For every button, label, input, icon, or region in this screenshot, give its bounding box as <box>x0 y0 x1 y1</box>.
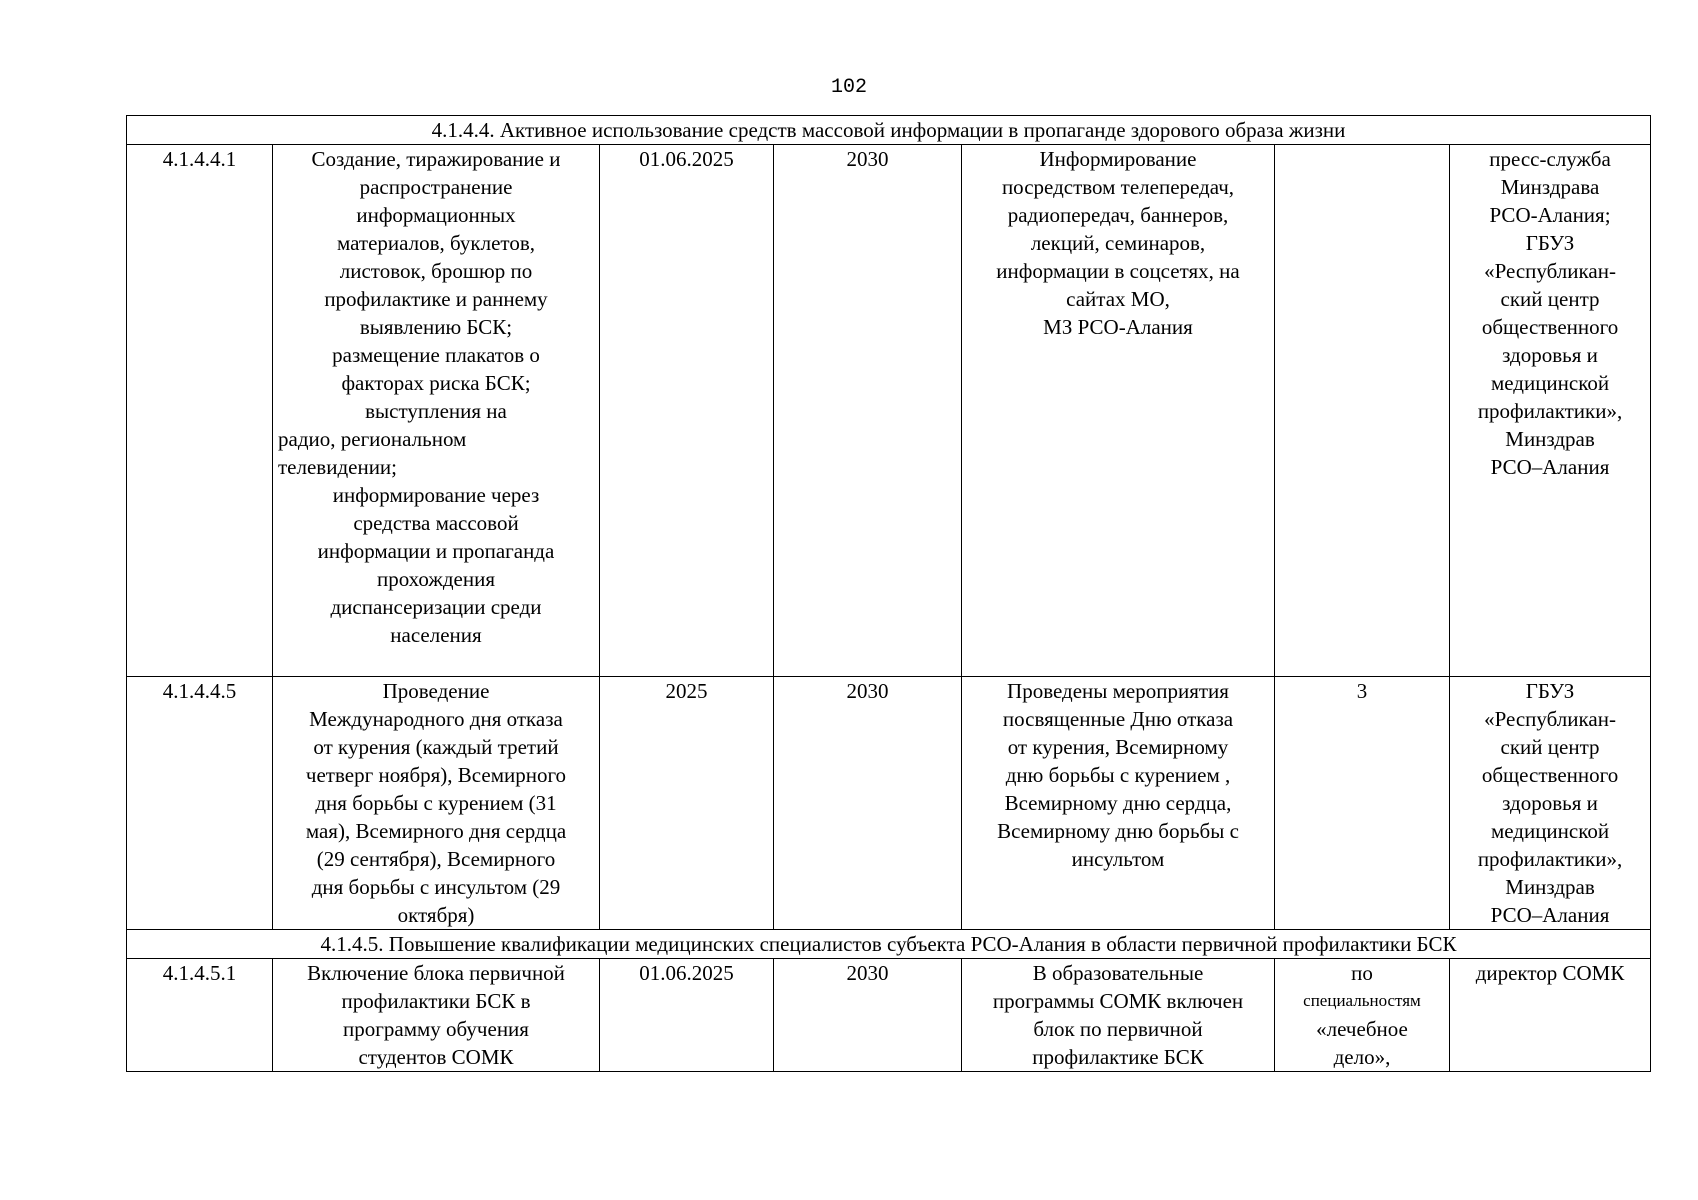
section-header-row <box>127 930 1651 959</box>
section-header-row <box>127 116 1651 145</box>
text-line: ский центр <box>1500 735 1600 759</box>
text-line: дело», <box>1333 1045 1391 1069</box>
end-year: 2030 <box>774 677 962 930</box>
measure-code: 4.1.4.4.1 <box>127 145 273 677</box>
text-line: посредством телепередач, <box>1001 175 1235 199</box>
text-line: ГБУЗ <box>1525 679 1575 703</box>
measure-code: 4.1.4.4.5 <box>127 677 273 930</box>
text-line: РСО-Алания; <box>1489 203 1611 227</box>
start-date: 01.06.2025 <box>600 959 774 1072</box>
text-line: факторах риска БСК; <box>341 371 531 395</box>
start-date: 2025 <box>600 677 774 930</box>
text-line: от курения (каждый третий <box>313 735 559 759</box>
measure-code: 4.1.4.5.1 <box>127 959 273 1072</box>
text-line: размещение плакатов о <box>332 343 540 367</box>
text-line: директор СОМК <box>1475 961 1625 985</box>
responsible <box>1450 677 1651 930</box>
text-line: средства массовой <box>353 511 519 535</box>
text-line: радиопередач, баннеров, <box>1007 203 1229 227</box>
text-line: октября) <box>397 903 475 927</box>
text-line: Минздрава <box>1500 175 1600 199</box>
text-line: дня борьбы с курением (31 <box>315 791 557 815</box>
text-line: диспансеризации среди <box>330 595 542 619</box>
text-line: населения <box>390 623 482 647</box>
text-line: РСО–Алания <box>1490 455 1610 479</box>
text-line: В образовательные <box>1032 961 1204 985</box>
page-number: 102 <box>830 76 867 99</box>
text-line: от курения, Всемирному <box>1007 735 1229 759</box>
text-line: здоровья и <box>1502 791 1598 815</box>
responsible <box>1450 145 1651 677</box>
text-line: «лечебное <box>1316 1017 1408 1041</box>
text-line: выявлению БСК; <box>359 315 513 339</box>
text-line: Минздрав <box>1505 875 1595 899</box>
text-line: пресс-служба <box>1489 147 1611 171</box>
text-line: инсультом <box>1071 847 1165 871</box>
text-line: РСО–Алания <box>1490 903 1610 927</box>
table-row <box>127 959 1651 1072</box>
text-line: информации и пропаганда <box>317 539 555 563</box>
measure-activity <box>273 959 600 1072</box>
text-line: профилактике и раннему <box>324 287 548 311</box>
text-line: по <box>1351 961 1373 985</box>
text-line: профилактике БСК <box>1032 1045 1204 1069</box>
text-line: ГБУЗ <box>1525 231 1575 255</box>
text-line: Проведение <box>382 679 490 703</box>
text-line: МЗ РСО-Алания <box>1043 315 1193 339</box>
responsible <box>1450 959 1651 1072</box>
text-line: программы СОМК включен <box>992 989 1244 1013</box>
measures-table <box>126 115 1651 1072</box>
text-line: профилактики», <box>1477 847 1623 871</box>
text-line: студентов СОМК <box>358 1045 514 1069</box>
start-date: 01.06.2025 <box>600 145 774 677</box>
text-line: Создание, тиражирование и <box>311 147 561 171</box>
text-line: Всемирному дню сердца, <box>1004 791 1232 815</box>
text-line: Всемирному дню борьбы с <box>997 819 1239 843</box>
text-line: медицинской <box>1490 819 1610 843</box>
text-line: ский центр <box>1500 287 1600 311</box>
section-title: 4.1.4.4. Активное использование средств массовой информации в пропаганде здорового образа жизни <box>127 116 1651 145</box>
text-line: посвященные Дню отказа <box>1002 707 1234 731</box>
text-line: информирование через <box>332 483 540 507</box>
text-line: распространение <box>359 175 513 199</box>
text-line: программу обучения <box>343 1017 529 1041</box>
text-line: медицинской <box>1490 371 1610 395</box>
measure-activity <box>273 677 600 930</box>
text-line: дню борьбы с курением , <box>1005 763 1231 787</box>
indicator-value <box>1275 959 1450 1072</box>
text-line: профилактики БСК в <box>341 989 531 1013</box>
text-line: четверг ноября), Всемирного <box>305 763 567 787</box>
end-year: 2030 <box>774 959 962 1072</box>
text-line: здоровья и <box>1502 343 1598 367</box>
expected-result <box>962 677 1275 930</box>
text-line: прохождения <box>376 567 496 591</box>
text-line: дня борьбы с инсультом (29 <box>311 875 561 899</box>
end-year: 2030 <box>774 145 962 677</box>
section-title: 4.1.4.5. Повышение квалификации медицинских специалистов субъекта РСО-Алания в области первичной профилактики БСК <box>127 930 1651 959</box>
text-line: Минздрав <box>1505 427 1595 451</box>
text-line: блок по первичной <box>1033 1017 1203 1041</box>
text-line: листовок, брошюр по <box>339 259 533 283</box>
text-line: Информирование <box>1039 147 1197 171</box>
expected-result <box>962 145 1275 677</box>
text-line: профилактики», <box>1477 399 1623 423</box>
measure-activity <box>273 145 600 677</box>
text-line: общественного <box>1481 763 1619 787</box>
text-line: (29 сентября), Всемирного <box>316 847 556 871</box>
table-row <box>127 145 1651 677</box>
text-line: выступления на <box>365 399 507 423</box>
text-line: информационных <box>356 203 516 227</box>
indicator-value: 3 <box>1275 677 1450 930</box>
text-line: «Республикан- <box>1484 259 1616 283</box>
text-line: радио, региональном <box>278 427 467 451</box>
text-line: общественного <box>1481 315 1619 339</box>
text-line: мая), Всемирного дня сердца <box>305 819 567 843</box>
text-line: лекций, семинаров, <box>1030 231 1206 255</box>
text-line: Проведены мероприятия <box>1007 679 1229 703</box>
text-line: сайтах МО, <box>1066 287 1170 311</box>
text-line: телевидении; <box>278 455 398 479</box>
indicator-value <box>1275 145 1450 677</box>
text-line: Включение блока первичной <box>307 961 565 985</box>
text-line: информации в соцсетях, на <box>996 259 1240 283</box>
table-row <box>127 677 1651 930</box>
text-line: Международного дня отказа <box>309 707 563 731</box>
text-line: материалов, буклетов, <box>336 231 535 255</box>
text-line: специальностям <box>1303 991 1421 1010</box>
expected-result <box>962 959 1275 1072</box>
text-line: «Республикан- <box>1484 707 1616 731</box>
